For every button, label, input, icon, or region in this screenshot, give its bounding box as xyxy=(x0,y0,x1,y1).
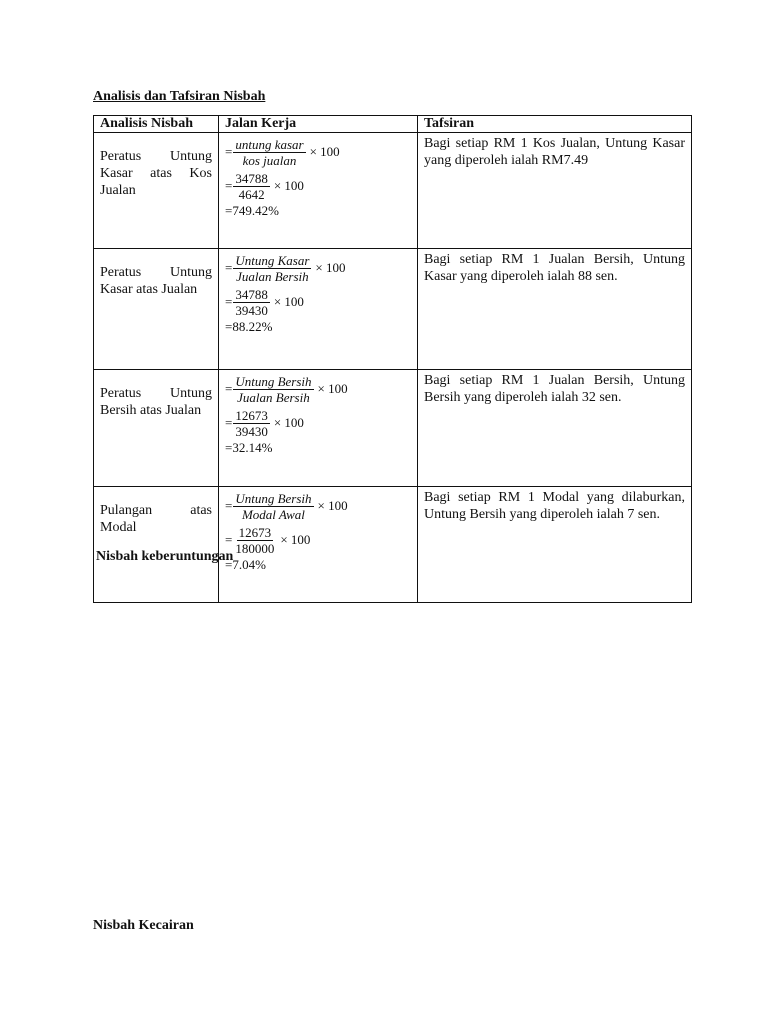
working-cell xyxy=(219,370,418,487)
ratio-analysis-table xyxy=(93,115,692,603)
ratio-name: Peratus Untung Kasar atas Jualan xyxy=(94,249,219,370)
calculation-line: = $\frac{12673}{180000}$ × 100 xyxy=(225,524,311,556)
header-tafsiran: Tafsiran xyxy=(418,116,692,133)
ratio-name: Pulangan atas Modal xyxy=(94,487,219,603)
formula-fraction: $\frac{\text{Untung Kasar}}{\text{Jualan Bersih}}$ xyxy=(235,252,310,284)
formula-fraction: $\frac{\text{Untung Bersih}}{\text{Modal Awal}}$ xyxy=(235,490,312,522)
result-value: =88.22% xyxy=(225,319,273,334)
calculation-fraction: $\frac{34788}{39430}$ xyxy=(235,286,268,318)
formula-line: = $\frac{\text{Untung Kasar}}{\text{Jualan Bersih}}$ × 100 xyxy=(225,252,346,284)
ratio-name: Peratus Untung Bersih atas Jualan xyxy=(94,370,219,487)
table-row xyxy=(94,249,692,370)
calculation-line: = $\frac{12673}{39430}$ × 100 xyxy=(225,407,304,439)
working-cell xyxy=(219,249,418,370)
ratio-name: Peratus Untung Kasar atas Kos Jualan xyxy=(94,133,219,249)
header-analisis-nisbah: Analisis Nisbah xyxy=(94,116,219,133)
document-title: Analisis dan Tafsiran Nisbah xyxy=(93,89,266,104)
calculation-fraction: $\frac{12673}{39430}$ xyxy=(235,407,268,439)
interpretation: Bagi setiap RM 1 Jualan Bersih, Untung Bersih yang diperoleh ialah 32 sen. xyxy=(418,370,692,487)
interpretation: Bagi setiap RM 1 Jualan Bersih, Untung Kasar yang diperoleh ialah 88 sen. xyxy=(418,249,692,370)
formula-fraction: $\frac{\text{Untung Bersih}}{\text{Jualan Bersih}}$ xyxy=(235,373,312,405)
calculation-line: = $\frac{34788}{4642}$ × 100 xyxy=(225,170,304,202)
header-jalan-kerja: Jalan Kerja xyxy=(219,116,418,133)
calculation-fraction: $\frac{12673}{180000}$ xyxy=(235,524,275,556)
result-value: =749.42% xyxy=(225,203,279,218)
section-heading-liquidity: Nisbah Kecairan xyxy=(93,918,194,933)
result-value: =7.04% xyxy=(225,557,266,572)
interpretation: Bagi setiap RM 1 Modal yang dilaburkan, Untung Bersih yang diperoleh ialah 7 sen. xyxy=(418,487,692,603)
working-cell xyxy=(219,487,418,603)
interpretation: Bagi setiap RM 1 Kos Jualan, Untung Kasar yang diperoleh ialah RM7.49 xyxy=(418,133,692,249)
formula-line: = $\frac{\text{untung kasar}}{\text{kos jualan}}$ × 100 xyxy=(225,136,340,168)
section-heading-profitability: Nisbah keberuntungan xyxy=(96,549,234,564)
table-header-row xyxy=(94,116,692,133)
formula-line: = $\frac{\text{Untung Bersih}}{\text{Modal Awal}}$ × 100 xyxy=(225,490,348,522)
table-row xyxy=(94,487,692,603)
result-value: =32.14% xyxy=(225,440,273,455)
calculation-line: = $\frac{34788}{39430}$ × 100 xyxy=(225,286,304,318)
table-row xyxy=(94,370,692,487)
calculation-fraction: $\frac{34788}{4642}$ xyxy=(235,170,268,202)
formula-line: = $\frac{\text{Untung Bersih}}{\text{Jualan Bersih}}$ × 100 xyxy=(225,373,348,405)
table-row xyxy=(94,133,692,249)
working-cell xyxy=(219,133,418,249)
formula-fraction: $\frac{\text{untung kasar}}{\text{kos jualan}}$ xyxy=(235,136,304,168)
